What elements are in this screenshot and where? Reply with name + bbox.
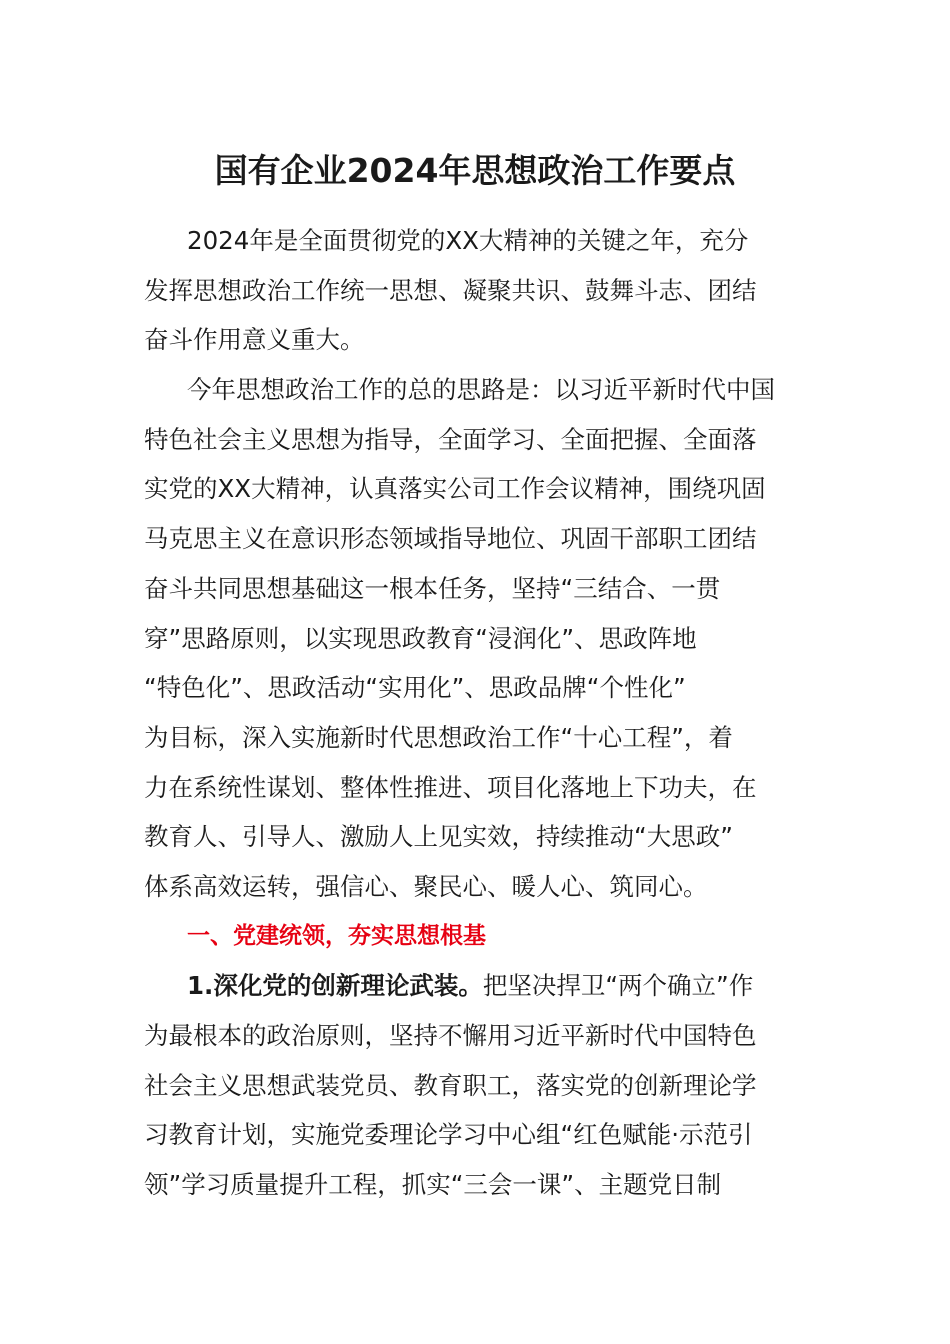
paragraph-2-line-7: “特色化”、思政活动“实用化”、思政品牌“个性化”: [144, 673, 686, 703]
subsection-first-line: [144, 961, 806, 1011]
paragraph-2-line-9: 力在系统性谋划、整体性推进、项目化落地上下功夫，在: [144, 772, 757, 802]
subsection-line-5: 领”学习质量提升工程，抓实“三会一课”、主题党日制: [144, 1170, 722, 1200]
paragraph-1-line-1: 2024年是全面贯彻党的XX大精神的关键之年，充分: [187, 226, 749, 255]
document-title: 国有企业2024年思想政治工作要点: [214, 151, 736, 190]
subsection-lead: 1.深化党的创新理论武装。: [187, 971, 483, 1001]
section-heading: 一、党建统领，夯实思想根基: [187, 922, 486, 949]
document-body: [144, 216, 806, 1210]
subsection-line-4: 习教育计划，实施党委理论学习中心组“红色赋能·示范引: [144, 1120, 753, 1150]
paragraph-2-line-6: 穿”思路原则，以实现思政教育“浸润化”、思政阵地: [144, 623, 697, 653]
paragraph-2-line-8: 为目标，深入实施新时代思想政治工作“十心工程”，着: [144, 722, 733, 752]
paragraph-2-line-10: 教育人、引导人、激励人上见实效，持续推动“大思政”: [144, 822, 733, 852]
paragraph-2-line-11: 体系高效运转，强信心、聚民心、暖人心、筑同心。: [144, 871, 708, 901]
paragraph-2-line-2: 特色社会主义思想为指导，全面学习、全面把握、全面落: [144, 424, 757, 454]
paragraph-1-line-2: 发挥思想政治工作统一思想、凝聚共识、鼓舞斗志、团结: [144, 275, 757, 305]
paragraph-2-line-4: 马克思主义在意识形态领域指导地位、巩固干部职工团结: [144, 524, 757, 554]
paragraph-1-line-3: 奋斗作用意义重大。: [144, 325, 365, 355]
paragraph-2-line-1: 今年思想政治工作的总的思路是：以习近平新时代中国: [187, 375, 775, 405]
subsection-line-3: 社会主义思想武装党员、教育职工，落实党的创新理论学: [144, 1070, 757, 1100]
subsection-line-2: 为最根本的政治原则，坚持不懈用习近平新时代中国特色: [144, 1021, 757, 1050]
paragraph-2-line-5: 奋斗共同思想基础这一根本任务，坚持“三结合、一贯: [144, 573, 721, 603]
subsection-first-line-rest: 把坚决捍卫“两个确立”作: [482, 971, 754, 1001]
paragraph-2-line-3: 实党的XX大精神，认真落实公司工作会议精神，围绕巩固: [144, 474, 766, 504]
